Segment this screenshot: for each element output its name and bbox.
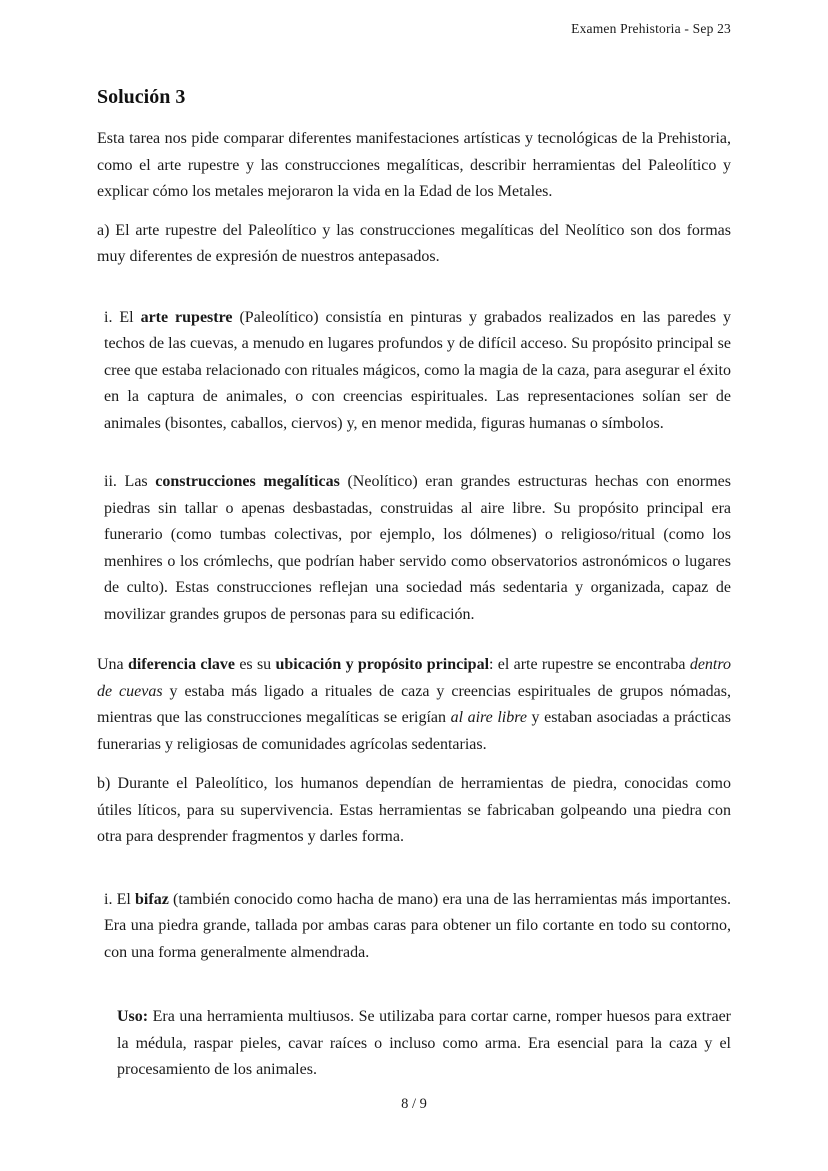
list-item-bifaz: i. El bifaz (también conocido como hacha de mano) era una de las herramientas más importantes. Era una piedra grande, tallada por ambas caras para obtener un filo cortante en todo su contorno, con una forma generalmente almendrada. <box>104 890 731 961</box>
page-title: Solución 3 <box>97 86 186 108</box>
page-number: 8 / 9 <box>401 1096 427 1112</box>
list-item-arte-rupestre: i. El arte rupestre (Paleolítico) consistía en pinturas y grabados realizados en las paredes y techos de las cuevas, a menudo en lugares profundos y de difícil acceso. Su propósito principal se cree que estaba relacionado con rituales mágicos, como la magia de la caza, para asegurar el éxito en la captura de animales, o con creencias espirituales. Las representaciones solían ser de animales (bisontes, caballos, ciervos) y, en menor medida, figuras humanas o símbolos. <box>104 308 731 432</box>
paragraph-diferencia-clave: Una diferencia clave es su ubicación y propósito principal: el arte rupestre se encontraba dentro de cuevas y estaba más ligado a rituales de caza y creencias espirituales de grupos nómadas, mientras que las construcciones megalíticas se erigían al aire libre y estaban asociadas a prácticas funerarias y religiosas de comunidades agrícolas sedentarias. <box>97 656 732 753</box>
running-header: Examen Prehistoria - Sep 23 <box>571 21 731 36</box>
document-body <box>97 0 731 1084</box>
paragraph-item-b: b) Durante el Paleolítico, los humanos dependían de herramientas de piedra, conocidas como útiles líticos, para su supervivencia. Estas herramientas se fabricaban golpeando una piedra con otra para desprender fragmentos y darles forma. <box>97 775 731 845</box>
paragraph-item-a: a) El arte rupestre del Paleolítico y las construcciones megalíticas del Neolítico son dos formas muy diferentes de expresión de nuestros antepasados. <box>97 221 731 265</box>
list-item-construcciones-megaliticas: ii. Las construcciones megalíticas (Neolítico) eran grandes estructuras hechas con enormes piedras sin tallar o apenas desbastadas, construidas al aire libre. Su propósito principal era funerario (como tumbas colectivas, por ejemplo, los dólmenes) o religioso/ritual (como los menhires o los crómlechs, que podrían haber servido como observatorios astronómicos o lugares de culto). Estas construcciones reflejan una sociedad más sedentaria y organizada, capaz de movilizar grandes grupos de personas para su edificación. <box>104 473 731 623</box>
block-uso-bifaz: Uso: Era una herramienta multiusos. Se utilizaba para cortar carne, romper huesos para extraer la médula, raspar pieles, cavar raíces o incluso como arma. Era esencial para la caza y el procesamiento de los animales. <box>117 1008 731 1078</box>
paragraph-intro: Esta tarea nos pide comparar diferentes manifestaciones artísticas y tecnológicas de la Prehistoria, como el arte rupestre y las construcciones megalíticas, describir herramientas del Paleolítico y explicar cómo los metales mejoraron la vida en la Edad de los Metales. <box>97 130 731 200</box>
